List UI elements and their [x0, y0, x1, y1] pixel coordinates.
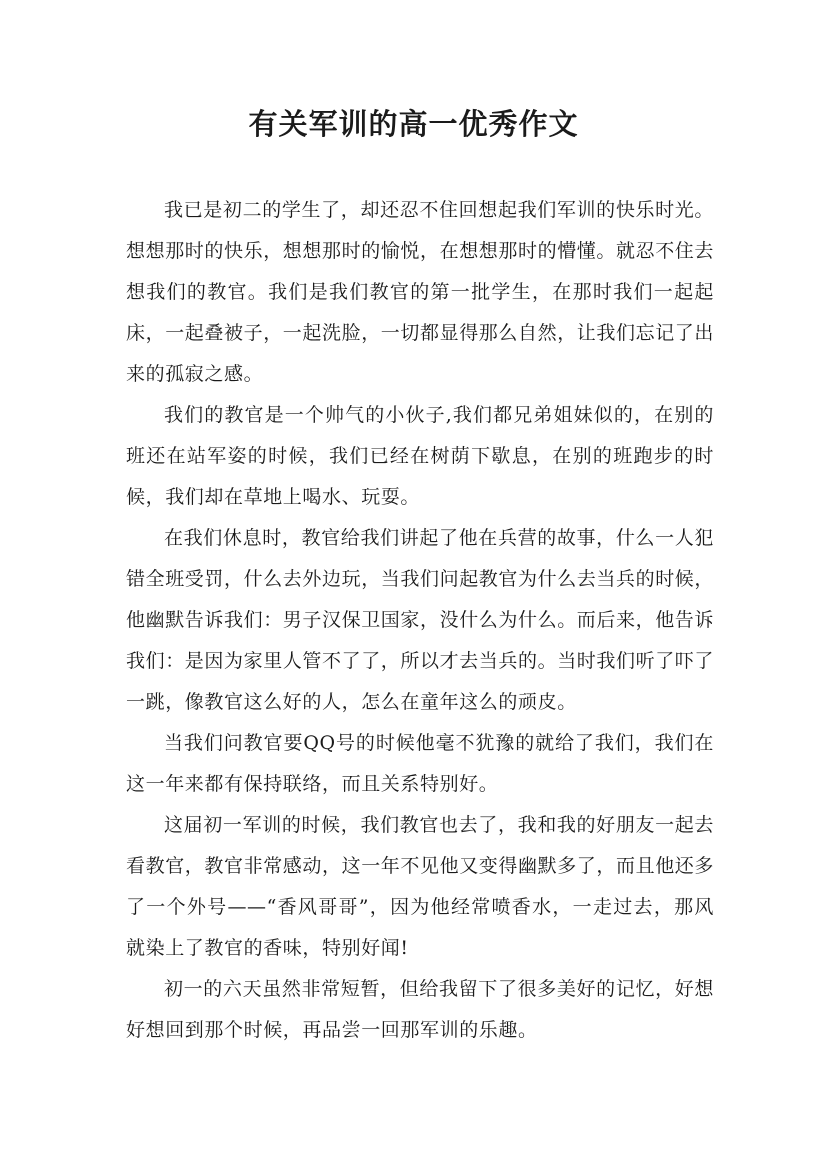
paragraph: 初一的六天虽然非常短暂，但给我留下了很多美好的记忆，好想好想回到那个时候，再品尝一回那军训的乐趣。: [126, 978, 714, 1041]
paragraph: 在我们休息时，教官给我们讲起了他在兵营的故事，什么一人犯错全班受罚，什么去外边玩，当我们问起教官为什么去当兵的时候，他幽默告诉我们：男子汉保卫国家，没什么为什么。而后来，他告诉我们：是因为家里人管不了了，所以才去当兵的。当时我们听了吓了一跳，像教官这么好的人，怎么在童年这么的顽皮。: [126, 527, 715, 713]
paragraph: 我已是初二的学生了，却还忍不住回想起我们军训的快乐时光。想想那时的快乐，想想那时的愉悦，在想想那时的懵懂。就忍不住去想我们的教官。我们是我们教官的第一批学生，在那时我们一起起床，一起叠被子，一起洗脸，一切都显得那么自然，让我们忘记了出来的孤寂之感。: [126, 199, 715, 385]
paragraph: 当我们问教官要QQ号的时候他毫不犹豫的就给了我们，我们在这一年来都有保持联络，而且关系特别好。: [126, 732, 714, 795]
paragraph: 我们的教官是一个帅气的小伙子,我们都兄弟姐妹似的，在别的班还在站军姿的时候，我们已经在树荫下歇息，在别的班跑步的时候，我们却在草地上喝水、玩耍。: [126, 404, 714, 508]
document-title: 有关军训的高一优秀作文: [248, 107, 579, 141]
paragraph: 这届初一军训的时候，我们教官也去了，我和我的好朋友一起去看教官，教官非常感动，这一年不见他又变得幽默多了，而且他还多了一个外号——“香风哥哥”，因为他经常喷香水，一走过去，那风就染上了教官的香味，特别好闻!: [126, 814, 715, 959]
document-body: [126, 190, 714, 1051]
